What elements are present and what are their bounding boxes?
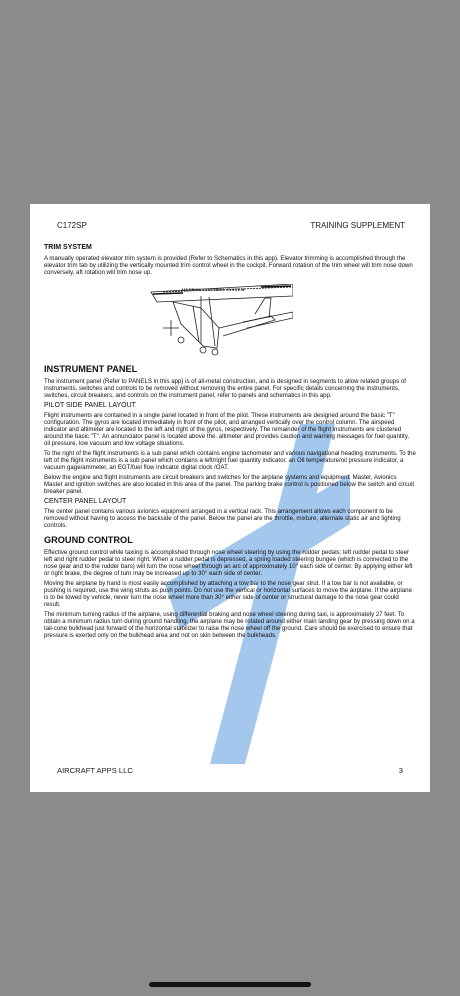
paragraph: A manually operated elevator trim system is provided (Refer to Schematics in this app). Elevator trimming is accomplished through the elevator trim tab by utilizing the vertically mounted trim control wheel in the cockpit. Forward rotation of the trim wheel will trim nose down conversely, aft rotation will trim nose up. — [44, 255, 413, 276]
section-title-trim: TRIM SYSTEM — [44, 244, 92, 251]
section-title-instrument: INSTRUMENT PANEL — [44, 364, 138, 374]
document-content — [44, 244, 416, 642]
paragraph: The center panel contains various avionics equipment arranged in a vertical rack. This arrangement allows each component to be removed without having to access the backside of the panel. Below the panel are the throttle, mixture, alternate static air and lighting controls. — [44, 508, 401, 529]
airplane-illustration — [143, 284, 293, 358]
subheading-pilot-panel: PILOT SIDE PANEL LAYOUT — [44, 402, 136, 409]
subheading-center-panel: CENTER PANEL LAYOUT — [44, 498, 127, 505]
paragraph: The instrument panel (Refer to PANELS in this app) is of all-metal construction, and is designed in segments to allow related groups of instruments, switches and controls to be removed without removing the entire panel. For specific details concerning the instruments, switches, circuit breakers, and controls on the instrument panel, refer to panels and schematics in this app. — [44, 378, 406, 399]
header-right: TRAINING SUPPLEMENT — [310, 221, 405, 230]
page-number: 3 — [398, 766, 403, 775]
aileron-control-figure — [143, 284, 293, 358]
paragraph: Flight instruments are contained in a single panel located in front of the pilot. These instruments are designed around the basic "T" configuration. The gyros are located immediately in front of the pilot, and arranged vertically over the control column. The airspeed indicator and altimeter are located to the left and right of the gyros, respectively. The remainder of the flight instruments are clustered around the basic "T". An annunciator panel is located above the. altimeter and provides caution and warning messages for fuel quantity, oil pressure, low vacuum and low voltage situations. — [44, 412, 409, 447]
paragraph: Moving the airplane by hand is most easily accomplished by attaching a tow bar to the nose gear strut. If a tow bar is not available, or pushing is required, use the wing struts as push points. Do not use the vertical or horizontal surfaces to move the airplane. If the airplane is to be towed by vehicle, never turn the nose wheel more than 30° either side of center or structural damage to the nose gear could result. — [44, 580, 412, 608]
paragraph: The minimum turning radius of the airplane, using differential braking and nose wheel steering during taxi, is approximately 27 feet. To obtain a minimum radius turn during ground handling, the airplane may be rotated around either main landing gear by pressing down on a tail-cone bulkhead just forward of the horizontal stabilizer to raise the nose wheel off the ground. Care should be exercised to ensure that pressure is exerted only on the bulkhead area and not on skin between the bulkheads. — [44, 611, 415, 639]
section-title-ground: GROUND CONTROL — [44, 535, 133, 545]
paragraph: Below the engine and flight instruments are circuit breakers and switches for the airplane systems and equipment. Master, Avionics Master and ignition switches are also located in this area of the panel. The parking brake control is positioned below the switch and circuit breaker panel. — [44, 474, 415, 495]
footer-left: AIRCRAFT APPS LLC — [57, 766, 133, 775]
home-indicator[interactable] — [149, 982, 311, 987]
paragraph: To the right of the flight instruments is a sub panel which contains engine tachometer and various navigational heading instruments. To the left of the flight instruments is a sub panel which contains a left/right fuel quantity indicator, an Oil temperature/oil pressure indicator, a vacuum gage/ammeter, an EGT/fuel flow indicator digital clock /OAT. — [44, 450, 416, 471]
document-page — [30, 204, 430, 792]
figure-label: AILERON CONTROL SYSTEM — [181, 288, 245, 292]
header-left: C172SP — [57, 221, 87, 230]
paragraph: Effective ground control while taxiing is accomplished through nose wheel steering by using the rudder pedals; left rudder pedal to steer left and right rudder pedal to steer right. When a rudder pedal is depressed, a spring loaded steering bungee (which is connected to the nose gear and to the rudder bars) will turn the nose wheel through an arc of approximately 10° each side of center. By applying either left or right brake, the degree of turn may be increased up to 30° each side of center. — [44, 549, 413, 577]
